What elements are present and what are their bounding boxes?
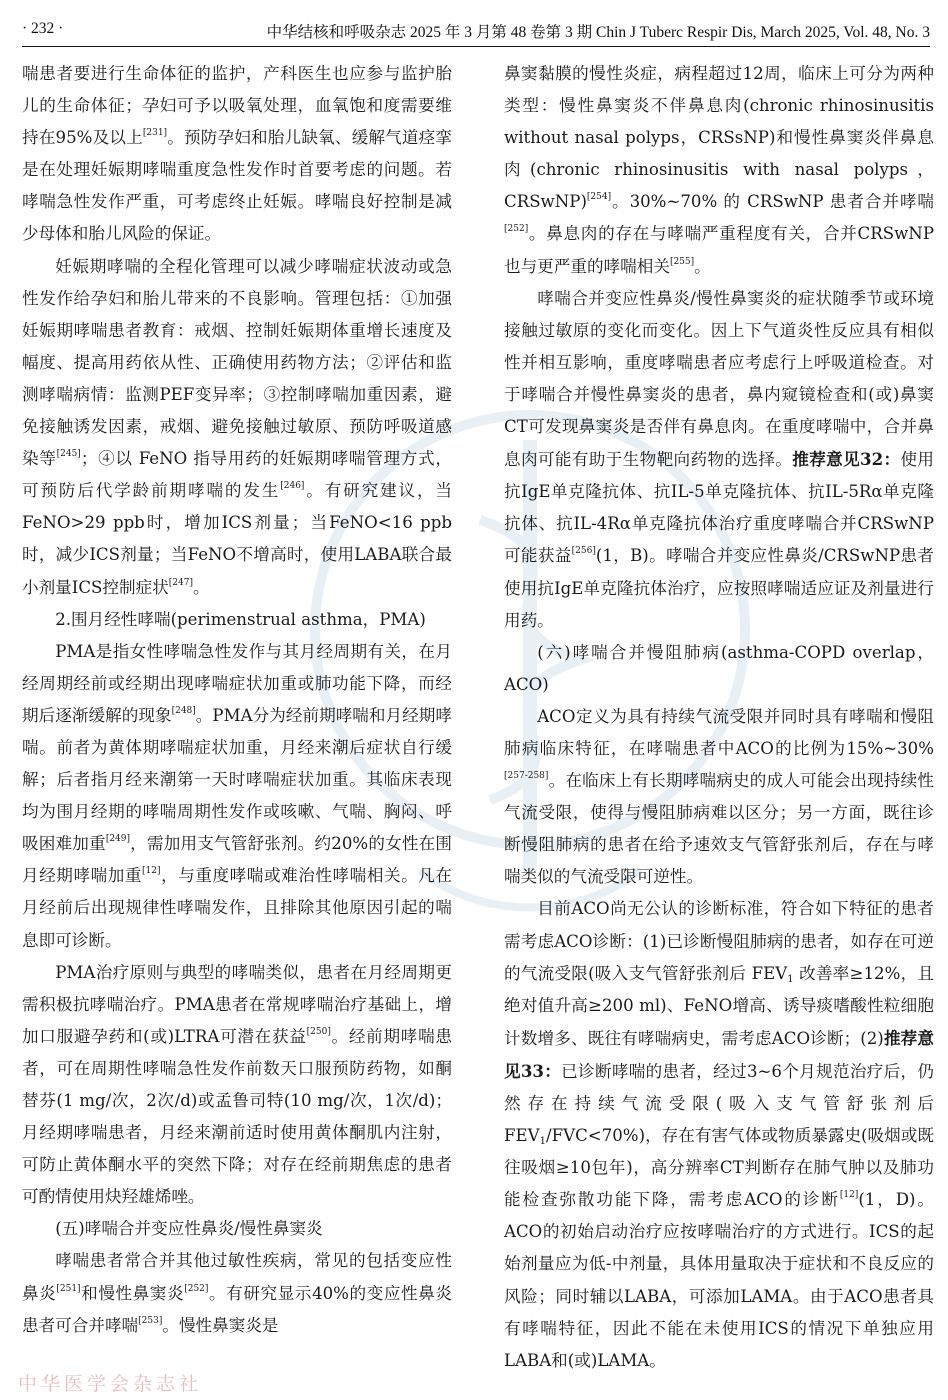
- citation: [250]: [306, 1026, 331, 1037]
- page-header: [22, 12, 930, 46]
- subscript: 1: [539, 1136, 546, 1148]
- paragraph: 哮喘患者常合并其他过敏性疾病，常见的包括变应性鼻炎[251]和慢性鼻窦炎[252]。有研究显示40%的变应性鼻炎患者可合并哮喘[253]。慢性鼻窦炎是: [22, 1251, 453, 1335]
- left-column: [22, 58, 452, 1342]
- paragraph: PMA是指女性哮喘急性发作与其月经周期有关，在月经周期经前或经期出现哮喘症状加重或肺功能下降，而经期后逐渐缓解的现象[248]。PMA分为经前期哮喘和月经期哮喘。前者为黄体期哮喘症状加重，月经来潮后症状自行缓解；后者指月经来潮第一天时哮喘症状加重。其临床表现均为围月经期的哮喘周期性发作或咳嗽、气喘、胸闷、呼吸困难加重[249]，需加用支气管舒张剂。约20%的女性在围月经期哮喘加重[12]，与重度哮喘或难治性哮喘相关。凡在月经前后出现规律性哮喘发作，且排除其他原因引起的喘息即可诊断。: [22, 641, 453, 950]
- recommendation-label: 推荐意见32：: [792, 449, 901, 470]
- paragraph: 目前ACO尚无公认的诊断标准，符合如下特征的患者需考虑ACO诊断：(1)已诊断慢阻肺病的患者，如存在可逆的气流受限(吸入支气管舒张剂后 $FEV_1$ 改善率≥12%，且绝对值升高≥200 ml)、FeNO增高、诱导痰嗜酸性粒细胞计数增多、既往有哮喘病史，需考虑ACO诊断；(2)推荐意见33：已诊断哮喘的患者，经过3~6个月规范治疗后，仍然存在持续气流受限(吸入支气管舒张剂后$FEV_1/FVC<70\%$)，存在有害气体或物质暴露史(吸烟或既往吸烟≥10包年)，高分辨率CT判断存在肺气肿以及肺功能检查弥散功能下降，需考虑ACO的诊断[12](1，D)。ACO的初始启动治疗应按哮喘治疗的方式进行。ICS的起始剂量应为低-中剂量，具体用量取决于症状和不良反应的风险；同时辅以LABA，可添加LAMA。由于ACO患者具有哮喘特征，因此不能在未使用ICS的情况下单独应用LABA和(或)LAMA。: [504, 899, 935, 1370]
- citation: [248]: [171, 705, 196, 716]
- citation: [257-258]: [504, 771, 549, 782]
- recommendation-label: 推荐意见33：: [504, 1027, 935, 1081]
- paragraph: 鼻窦黏膜的慢性炎症，病程超过12周，临床上可分为两种类型：慢性鼻窦炎不伴鼻息肉(chronic rhinosinusitis without nasal polyps，CRSsNP)和慢性鼻窦炎伴鼻息肉(chronic rhinosinusitis with nasal polyps，CRSwNP)[254]。30%~70% 的 CRSwNP 患者合并哮喘[252]。鼻息肉的存在与哮喘严重程度有关，合并CRSwNP也与更严重的哮喘相关[255]。: [504, 64, 934, 276]
- citation: [251]: [56, 1283, 81, 1294]
- paragraph: PMA治疗原则与典型的哮喘类似，患者在月经周期更需积极抗哮喘治疗。PMA患者在常规哮喘治疗基础上，增加口服避孕药和(或)LTRA可潜在获益[250]。经前期哮喘患者，可在周期性哮喘急性发作前数天口服预防药物，如酮替芬(1 mg/次，2次/d)或孟鲁司特(10 mg/次，1次/d)；月经期哮喘患者，月经来潮前适时使用黄体酮肌内注射，可防止黄体酮水平的突然下降；对存在经前期焦虑的患者可酌情使用炔羟雄烯唑。: [22, 962, 452, 1207]
- paragraph: 哮喘合并变应性鼻炎/慢性鼻窦炎的症状随季节或环境接触过敏原的变化而变化。因上下气道炎性反应具有相似性并相互影响，重度哮喘患者应考虑行上呼吸道检查。对于哮喘合并慢性鼻窦炎的患者，鼻内窥镜检查和(或)鼻窦CT可发现鼻窦炎是否伴有鼻息肉。在重度哮喘中，合并鼻息肉可能有助于生物靶向药物的选择。推荐意见32：使用抗IgE单克隆抗体、抗IL-5单克隆抗体、抗IL-5Rα单克隆抗体、抗IL-4Rα单克隆抗体治疗重度哮喘合并CRSwNP可能获益[256](1，B)。哮喘合并变应性鼻炎/CRSwNP患者使用抗IgE单克隆抗体治疗，应按照哮喘适应证及剂量进行用药。: [504, 288, 935, 630]
- paragraph: 妊娠期哮喘的全程化管理可以减少哮喘症状波动或急性发作给孕妇和胎儿带来的不良影响。管理包括：①加强妊娠期哮喘患者教育：戒烟、控制妊娠期体重增长速度及幅度、提高用药依从性、正确使用药物方法；②评估和监测哮喘病情：监测PEF变异率；③控制哮喘加重因素，避免接触诱发因素，戒烟、避免接触过敏原、预防呼吸道感染等[245]；④以 FeNO 指导用药的妊娠期哮喘管理方式，可预防后代学龄前期哮喘的发生[246]。有研究建议，当FeNO>29 ppb时，增加ICS剂量；当FeNO<16 ppb时，减少ICS剂量；当FeNO不增高时，使用LABA联合最小剂量ICS控制症状[247]。: [22, 256, 452, 597]
- citation: [247]: [168, 577, 193, 588]
- right-column: [504, 58, 934, 1377]
- citation: [253]: [138, 1315, 163, 1326]
- section-heading: (六)哮喘合并慢阻肺病(asthma-COPD overlap，ACO): [504, 642, 934, 694]
- citation: [231]: [142, 128, 168, 139]
- citation: [12]: [142, 866, 161, 877]
- citation: [255]: [669, 256, 695, 267]
- citation: [252]: [184, 1283, 209, 1294]
- section-heading: (五)哮喘合并变应性鼻炎/慢性鼻窦炎: [55, 1219, 323, 1239]
- page-number: · 232 ·: [22, 20, 64, 37]
- subscript: 1: [787, 973, 794, 985]
- paragraph: ACO定义为具有持续气流受限并同时具有哮喘和慢阻肺病临床特征，在哮喘患者中ACO的比例为15%~30%[257-258]。在临床上有长期哮喘病史的成人可能会出现持续性气流受限，使得与慢阻肺病难以区分；另一方面，既往诊断慢阻肺病的患者在给予速效支气管舒张剂后，存在与哮喘类似的气流受限可逆性。: [504, 706, 934, 887]
- paragraph: 喘患者要进行生命体征的监护，产科医生也应参与监护胎儿的生命体征；孕妇可予以吸氧处理，血氧饱和度需要维持在95%及以上[231]。预防孕妇和胎儿缺氧、缓解气道痉挛是在处理妊娠期哮喘重度急性发作时首要考虑的问题。若哮喘急性发作严重，可考虑终止妊娠。哮喘良好控制是减少母体和胎儿风险的保证。: [22, 64, 452, 244]
- citation: [249]: [105, 834, 131, 845]
- citation: [245]: [56, 449, 81, 460]
- citation: [12]: [839, 1190, 859, 1201]
- journal-citation: 中华结核和呼吸杂志 2025 年 3 月第 48 卷第 3 期 Chin J Tuberc Respir Dis, March 2025, Vol. 48, No. 3: [266, 24, 930, 41]
- citation: [256]: [571, 546, 596, 557]
- citation: [254]: [586, 192, 612, 203]
- citation: [252]: [504, 224, 529, 235]
- subsection-heading: 2.围月经性哮喘(perimenstrual asthma，PMA): [55, 609, 426, 629]
- header-rule: [22, 46, 930, 47]
- citation: [246]: [280, 481, 305, 492]
- publisher-watermark: 中华医学会杂志社: [18, 1373, 203, 1395]
